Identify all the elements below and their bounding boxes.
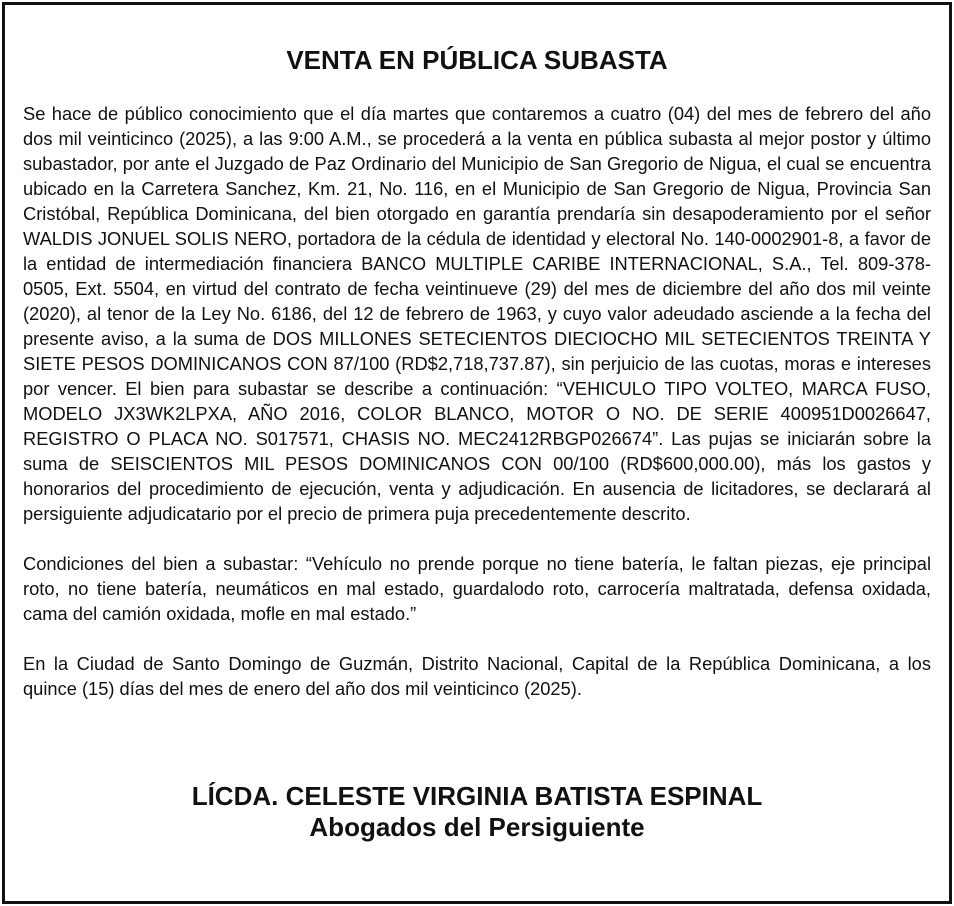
notice-paragraph-conditions: Condiciones del bien a subastar: “Vehículo no prende porque no tiene batería, le faltan piezas, eje principal roto, no tiene batería, neumáticos en mal estado, guardalodo roto, carrocería maltratada, defensa oxidada, cama del camión oxidada, mofle en mal estado.” [23, 553, 931, 624]
notice-title: VENTA EN PÚBLICA SUBASTA [286, 45, 668, 75]
notice-frame [2, 2, 952, 904]
notice-paragraph-main: Se hace de público conocimiento que el día martes que contaremos a cuatro (04) del mes de febrero del año dos mil veinticinco (2025), a las 9:00 A.M., se procederá a la venta en pública subasta al mejor postor y último subastador, por ante el Juzgado de Paz Ordinario del Municipio de San Gregorio de Nigua, el cual se encuentra ubicado en la Carretera Sanchez, Km. 21, No. 116, en el Municipio de San Gregorio de Nigua, Provincia San Cristóbal, República Dominicana, del bien otorgado en garantía prendaría sin desapoderamiento por el señor WALDIS JONUEL SOLIS NERO, portadora de la cédula de identidad y electoral No. 140-0002901-8, a favor de la entidad de intermediación financiera BANCO MULTIPLE CARIBE INTERNACIONAL, S.A., Tel. 809-378-0505, Ext. 5504, en virtud del contrato de fecha veintinueve (29) del mes de diciembre del año dos mil veinte (2020), al tenor de la Ley No. 6186, del 12 de febrero de 1963, y cuyo valor adeudado asciende a la fecha del presente aviso, a la suma de DOS MILLONES SETECIENTOS DIECIOCHO MIL SETECIENTOS TREINTA Y SIETE PESOS DOMINICANOS CON 87/100 (RD$2,718,737.87), sin perjuicio de las cuotas, moras e intereses por vencer. El bien para subastar se describe a continuación: “VEHICULO TIPO VOLTEO, MARCA FUSO, MODELO JX3WK2LPXA, AÑO 2016, COLOR BLANCO, MOTOR O NO. DE SERIE 400951D0026647, REGISTRO O PLACA NO. S017571, CHASIS NO. MEC2412RBGP026674”. Las pujas se iniciarán sobre la suma de SEISCIENTOS MIL PESOS DOMINICANOS CON 00/100 (RD$600,000.00), más los gastos y honorarios del procedimiento de ejecución, venta y adjudicación. En ausencia de licitadores, se declarará al persiguiente adjudicatario por el precio de primera puja precedentemente descrito. [23, 103, 931, 524]
notice-body [23, 101, 931, 726]
signature-block [5, 781, 949, 843]
signature-name: LÍCDA. CELESTE VIRGINIA BATISTA ESPINAL [191, 781, 763, 811]
notice-paragraph-place-date: En la Ciudad de Santo Domingo de Guzmán, Distrito Nacional, Capital de la República Dominicana, a los quince (15) días del mes de enero del año dos mil veinticinco (2025). [23, 653, 931, 699]
signature-role: Abogados del Persiguiente [309, 812, 645, 842]
